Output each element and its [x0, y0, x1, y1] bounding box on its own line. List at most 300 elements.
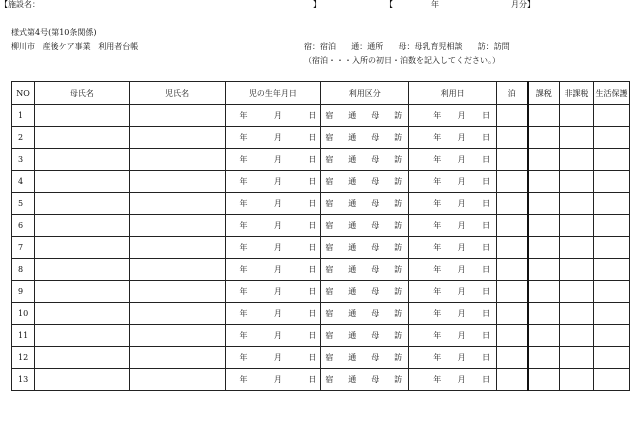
birthdate-unit-label: 日 [308, 133, 317, 142]
nights-cell[interactable] [497, 281, 528, 303]
child-birthdate-cell[interactable] [225, 259, 321, 281]
non-taxable-cell[interactable] [559, 325, 593, 347]
usage-date-unit-label: 日 [482, 221, 491, 230]
usage-category-cell[interactable] [321, 347, 409, 369]
table-row [12, 215, 630, 237]
birthdate-unit-label: 日 [308, 221, 317, 230]
birthdate-unit-label: 月 [273, 155, 282, 164]
category-option[interactable]: 宿 [325, 353, 334, 362]
nights-cell[interactable] [497, 369, 528, 391]
category-option[interactable]: 通 [348, 265, 357, 274]
usage-date-unit-label: 月 [457, 287, 466, 296]
category-option[interactable]: 母 [371, 375, 380, 384]
category-option[interactable]: 宿 [325, 265, 334, 274]
usage-date-cell[interactable] [409, 325, 497, 347]
usage-date-unit-label: 年 [433, 111, 442, 120]
non-taxable-cell[interactable] [559, 347, 593, 369]
usage-date-cell[interactable] [409, 193, 497, 215]
child-birthdate-cell[interactable] [225, 303, 321, 325]
nights-cell[interactable] [497, 237, 528, 259]
category-option[interactable]: 母 [371, 177, 380, 186]
birthdate-unit-label: 年 [239, 155, 248, 164]
taxable-cell[interactable] [528, 303, 560, 325]
period-month-label: 月分】 [511, 0, 535, 9]
col-nights: 泊 [497, 82, 528, 105]
category-option[interactable]: 宿 [325, 133, 334, 142]
child-name-cell[interactable] [129, 325, 225, 347]
mother-name-cell[interactable] [34, 105, 129, 127]
category-option[interactable]: 通 [348, 199, 357, 208]
col-child-name: 児氏名 [129, 82, 225, 105]
nights-cell[interactable] [497, 193, 528, 215]
usage-date-unit-label: 日 [482, 155, 491, 164]
usage-date-cell[interactable] [409, 259, 497, 281]
taxable-cell[interactable] [528, 237, 560, 259]
category-option[interactable]: 母 [371, 309, 380, 318]
category-option[interactable]: 宿 [325, 243, 334, 252]
child-birthdate-cell[interactable] [225, 171, 321, 193]
taxable-cell[interactable] [528, 281, 560, 303]
usage-date-unit-label: 日 [482, 265, 491, 274]
category-option[interactable]: 母 [371, 111, 380, 120]
usage-date-unit-label: 月 [457, 111, 466, 120]
child-name-cell[interactable] [129, 105, 225, 127]
birthdate-unit-label: 月 [273, 111, 282, 120]
table-row [12, 259, 630, 281]
category-option[interactable]: 訪 [394, 331, 403, 340]
category-option[interactable]: 訪 [394, 265, 403, 274]
birthdate-unit-label: 月 [273, 375, 282, 384]
category-option[interactable]: 宿 [325, 309, 334, 318]
category-option[interactable]: 宿 [325, 287, 334, 296]
usage-category-cell[interactable] [321, 303, 409, 325]
category-option[interactable]: 訪 [394, 133, 403, 142]
usage-date-unit-label: 日 [482, 375, 491, 384]
birthdate-unit-label: 月 [273, 133, 282, 142]
category-legend [304, 42, 510, 52]
child-birthdate-cell[interactable] [225, 193, 321, 215]
mother-name-cell[interactable] [34, 259, 129, 281]
mother-name-cell[interactable] [34, 237, 129, 259]
category-option[interactable]: 通 [348, 155, 357, 164]
child-birthdate-cell[interactable] [225, 215, 321, 237]
usage-date-cell[interactable] [409, 303, 497, 325]
usage-date-unit-label: 年 [433, 309, 442, 318]
row-number: 11 [12, 325, 35, 347]
non-taxable-cell[interactable] [559, 127, 593, 149]
welfare-cell[interactable] [593, 347, 629, 369]
usage-category-cell[interactable] [321, 237, 409, 259]
usage-date-unit-label: 月 [457, 177, 466, 186]
usage-date-unit-label: 年 [433, 133, 442, 142]
usage-category-cell[interactable] [321, 193, 409, 215]
usage-date-cell[interactable] [409, 171, 497, 193]
row-number: 12 [12, 347, 35, 369]
child-name-cell[interactable] [129, 347, 225, 369]
col-taxable: 課税 [528, 82, 560, 105]
category-option[interactable]: 母 [371, 331, 380, 340]
child-name-cell[interactable] [129, 127, 225, 149]
taxable-cell[interactable] [528, 215, 560, 237]
mother-name-cell[interactable] [34, 149, 129, 171]
taxable-cell[interactable] [528, 149, 560, 171]
col-non-taxable: 非課税 [559, 82, 593, 105]
birthdate-unit-label: 日 [308, 155, 317, 164]
birthdate-unit-label: 年 [239, 287, 248, 296]
child-birthdate-cell[interactable] [225, 237, 321, 259]
usage-date-unit-label: 日 [482, 199, 491, 208]
welfare-cell[interactable] [593, 259, 629, 281]
usage-date-cell[interactable] [409, 281, 497, 303]
birthdate-unit-label: 日 [308, 353, 317, 362]
usage-date-unit-label: 月 [457, 331, 466, 340]
table-row [12, 105, 630, 127]
non-taxable-cell[interactable] [559, 281, 593, 303]
taxable-cell[interactable] [528, 171, 560, 193]
usage-date-unit-label: 日 [482, 243, 491, 252]
welfare-cell[interactable] [593, 193, 629, 215]
usage-date-unit-label: 日 [482, 353, 491, 362]
table-row [12, 127, 630, 149]
child-birthdate-cell[interactable] [225, 105, 321, 127]
register-header [11, 42, 138, 52]
category-option[interactable]: 訪 [394, 155, 403, 164]
birthdate-unit-label: 日 [308, 331, 317, 340]
nights-cell[interactable] [497, 171, 528, 193]
non-taxable-cell[interactable] [559, 215, 593, 237]
category-option[interactable]: 母 [371, 133, 380, 142]
table-row [12, 347, 630, 369]
nights-cell[interactable] [497, 105, 528, 127]
category-option[interactable]: 訪 [394, 353, 403, 362]
col-welfare: 生活保護 [593, 82, 629, 105]
usage-date-unit-label: 月 [457, 375, 466, 384]
welfare-cell[interactable] [593, 281, 629, 303]
category-option[interactable]: 通 [348, 111, 357, 120]
mother-name-cell[interactable] [34, 193, 129, 215]
register-name: 利用者台帳 [98, 42, 139, 51]
usage-category-cell[interactable] [321, 369, 409, 391]
table-header-row [12, 82, 630, 105]
usage-date-unit-label: 日 [482, 287, 491, 296]
category-option[interactable]: 通 [348, 331, 357, 340]
usage-date-unit-label: 日 [482, 177, 491, 186]
row-number: 10 [12, 303, 35, 325]
mother-name-cell[interactable] [34, 369, 129, 391]
usage-date-unit-label: 年 [433, 221, 442, 230]
table-row [12, 237, 630, 259]
welfare-cell[interactable] [593, 149, 629, 171]
usage-date-cell[interactable] [409, 105, 497, 127]
legend-visit: 通：通所 [351, 42, 384, 51]
usage-date-unit-label: 年 [433, 353, 442, 362]
usage-date-unit-label: 月 [457, 243, 466, 252]
birthdate-unit-label: 日 [308, 111, 317, 120]
usage-date-cell[interactable] [409, 347, 497, 369]
non-taxable-cell[interactable] [559, 171, 593, 193]
category-option[interactable]: 宿 [325, 155, 334, 164]
category-option[interactable]: 宿 [325, 221, 334, 230]
taxable-cell[interactable] [528, 193, 560, 215]
category-option[interactable]: 訪 [394, 199, 403, 208]
birthdate-unit-label: 月 [273, 199, 282, 208]
welfare-cell[interactable] [593, 127, 629, 149]
usage-category-cell[interactable] [321, 215, 409, 237]
usage-category-cell[interactable] [321, 171, 409, 193]
row-number: 4 [12, 171, 35, 193]
category-option[interactable]: 母 [371, 353, 380, 362]
usage-date-unit-label: 年 [433, 375, 442, 384]
usage-date-unit-label: 日 [482, 309, 491, 318]
col-mother-name: 母氏名 [34, 82, 129, 105]
non-taxable-cell[interactable] [559, 303, 593, 325]
usage-category-cell[interactable] [321, 149, 409, 171]
birthdate-unit-label: 年 [239, 177, 248, 186]
birthdate-unit-label: 月 [273, 353, 282, 362]
legend-home-visit: 訪：訪問 [477, 42, 510, 51]
city-name: 柳川市 [11, 42, 35, 51]
welfare-cell[interactable] [593, 369, 629, 391]
nights-cell[interactable] [497, 127, 528, 149]
mother-name-cell[interactable] [34, 171, 129, 193]
child-birthdate-cell[interactable] [225, 369, 321, 391]
child-name-cell[interactable] [129, 149, 225, 171]
birthdate-unit-label: 日 [308, 375, 317, 384]
birthdate-unit-label: 年 [239, 353, 248, 362]
mother-name-cell[interactable] [34, 281, 129, 303]
category-option[interactable]: 母 [371, 243, 380, 252]
child-birthdate-cell[interactable] [225, 149, 321, 171]
col-usage-category: 利用区分 [321, 82, 409, 105]
usage-category-cell[interactable] [321, 281, 409, 303]
category-option[interactable]: 通 [348, 287, 357, 296]
non-taxable-cell[interactable] [559, 149, 593, 171]
welfare-cell[interactable] [593, 237, 629, 259]
mother-name-cell[interactable] [34, 215, 129, 237]
category-option[interactable]: 通 [348, 353, 357, 362]
nights-cell[interactable] [497, 325, 528, 347]
welfare-cell[interactable] [593, 303, 629, 325]
category-option[interactable]: 通 [348, 177, 357, 186]
usage-category-cell[interactable] [321, 325, 409, 347]
col-child-birthdate: 児の生年月日 [225, 82, 321, 105]
category-option[interactable]: 母 [371, 199, 380, 208]
child-birthdate-cell[interactable] [225, 325, 321, 347]
nights-cell[interactable] [497, 347, 528, 369]
category-option[interactable]: 宿 [325, 111, 334, 120]
row-number: 1 [12, 105, 35, 127]
row-number: 2 [12, 127, 35, 149]
birthdate-unit-label: 月 [273, 243, 282, 252]
welfare-cell[interactable] [593, 215, 629, 237]
category-option[interactable]: 訪 [394, 287, 403, 296]
birthdate-unit-label: 月 [273, 331, 282, 340]
legend-breastfeeding: 母：母乳育児相談 [398, 42, 463, 51]
birthdate-unit-label: 年 [239, 221, 248, 230]
usage-date-unit-label: 日 [482, 331, 491, 340]
birthdate-unit-label: 年 [239, 199, 248, 208]
usage-date-unit-label: 月 [457, 221, 466, 230]
birthdate-unit-label: 月 [273, 265, 282, 274]
row-number: 6 [12, 215, 35, 237]
birthdate-unit-label: 日 [308, 287, 317, 296]
usage-date-unit-label: 年 [433, 199, 442, 208]
usage-date-cell[interactable] [409, 237, 497, 259]
category-option[interactable]: 通 [348, 243, 357, 252]
birthdate-unit-label: 年 [239, 243, 248, 252]
table-row [12, 281, 630, 303]
period-year-label: 年 [431, 0, 439, 9]
usage-date-unit-label: 年 [433, 243, 442, 252]
welfare-cell[interactable] [593, 171, 629, 193]
birthdate-unit-label: 日 [308, 309, 317, 318]
nights-cell[interactable] [497, 259, 528, 281]
table-row [12, 171, 630, 193]
category-option[interactable]: 訪 [394, 177, 403, 186]
form-title: 様式第4号(第10条関係) [11, 28, 97, 37]
usage-date-cell[interactable] [409, 127, 497, 149]
mother-name-cell[interactable] [34, 347, 129, 369]
usage-date-unit-label: 日 [482, 111, 491, 120]
table-row [12, 149, 630, 171]
legend-stay: 宿：宿泊 [304, 42, 336, 51]
nights-cell[interactable] [497, 215, 528, 237]
usage-date-unit-label: 年 [433, 265, 442, 274]
birthdate-unit-label: 月 [273, 177, 282, 186]
child-name-cell[interactable] [129, 193, 225, 215]
user-register-table [11, 81, 630, 391]
category-option[interactable]: 通 [348, 133, 357, 142]
welfare-cell[interactable] [593, 325, 629, 347]
program-name: 産後ケア事業 [42, 42, 91, 51]
non-taxable-cell[interactable] [559, 259, 593, 281]
category-option[interactable]: 訪 [394, 111, 403, 120]
non-taxable-cell[interactable] [559, 237, 593, 259]
nights-cell[interactable] [497, 149, 528, 171]
usage-date-unit-label: 月 [457, 199, 466, 208]
child-name-cell[interactable] [129, 215, 225, 237]
non-taxable-cell[interactable] [559, 369, 593, 391]
facility-label: 【施設名： [0, 0, 40, 9]
usage-date-unit-label: 月 [457, 133, 466, 142]
col-no: NO [12, 82, 35, 105]
taxable-cell[interactable] [528, 105, 560, 127]
taxable-cell[interactable] [528, 325, 560, 347]
usage-date-cell[interactable] [409, 149, 497, 171]
category-option[interactable]: 母 [371, 287, 380, 296]
birthdate-unit-label: 年 [239, 309, 248, 318]
category-option[interactable]: 母 [371, 221, 380, 230]
category-option[interactable]: 訪 [394, 221, 403, 230]
birthdate-unit-label: 日 [308, 177, 317, 186]
usage-date-unit-label: 年 [433, 331, 442, 340]
birthdate-unit-label: 月 [273, 221, 282, 230]
birthdate-unit-label: 年 [239, 331, 248, 340]
welfare-cell[interactable] [593, 105, 629, 127]
birthdate-unit-label: 年 [239, 265, 248, 274]
child-birthdate-cell[interactable] [225, 281, 321, 303]
usage-date-unit-label: 日 [482, 133, 491, 142]
usage-date-unit-label: 月 [457, 265, 466, 274]
non-taxable-cell[interactable] [559, 105, 593, 127]
table-row [12, 193, 630, 215]
birthdate-unit-label: 日 [308, 265, 317, 274]
birthdate-unit-label: 年 [239, 375, 248, 384]
row-number: 9 [12, 281, 35, 303]
category-option[interactable]: 宿 [325, 177, 334, 186]
category-option[interactable]: 母 [371, 265, 380, 274]
birthdate-unit-label: 月 [273, 309, 282, 318]
stay-note: （宿泊・・・入所の初日・泊数を記入してください。） [304, 56, 500, 65]
usage-date-unit-label: 月 [457, 353, 466, 362]
mother-name-cell[interactable] [34, 303, 129, 325]
child-name-cell[interactable] [129, 171, 225, 193]
birthdate-unit-label: 日 [308, 199, 317, 208]
usage-date-unit-label: 年 [433, 155, 442, 164]
category-option[interactable]: 訪 [394, 309, 403, 318]
category-option[interactable]: 宿 [325, 199, 334, 208]
child-name-cell[interactable] [129, 259, 225, 281]
usage-date-cell[interactable] [409, 369, 497, 391]
taxable-cell[interactable] [528, 127, 560, 149]
nights-cell[interactable] [497, 303, 528, 325]
usage-date-unit-label: 月 [457, 309, 466, 318]
child-name-cell[interactable] [129, 237, 225, 259]
mother-name-cell[interactable] [34, 325, 129, 347]
birthdate-unit-label: 年 [239, 111, 248, 120]
child-name-cell[interactable] [129, 369, 225, 391]
birthdate-unit-label: 月 [273, 287, 282, 296]
mother-name-cell[interactable] [34, 127, 129, 149]
taxable-cell[interactable] [528, 369, 560, 391]
facility-line [0, 0, 535, 10]
child-birthdate-cell[interactable] [225, 347, 321, 369]
child-name-cell[interactable] [129, 303, 225, 325]
category-option[interactable]: 通 [348, 309, 357, 318]
category-option[interactable]: 母 [371, 155, 380, 164]
category-option[interactable]: 訪 [394, 375, 403, 384]
table-row [12, 303, 630, 325]
facility-close-bracket: 】 [313, 0, 321, 9]
usage-date-unit-label: 年 [433, 177, 442, 186]
child-birthdate-cell[interactable] [225, 127, 321, 149]
category-option[interactable]: 訪 [394, 243, 403, 252]
usage-category-cell[interactable] [321, 259, 409, 281]
category-option[interactable]: 宿 [325, 375, 334, 384]
usage-category-cell[interactable] [321, 127, 409, 149]
row-number: 5 [12, 193, 35, 215]
category-option[interactable]: 通 [348, 375, 357, 384]
taxable-cell[interactable] [528, 347, 560, 369]
non-taxable-cell[interactable] [559, 193, 593, 215]
period-open-bracket: 【 [385, 0, 393, 9]
category-option[interactable]: 宿 [325, 331, 334, 340]
table-row [12, 369, 630, 391]
usage-category-cell[interactable] [321, 105, 409, 127]
row-number: 7 [12, 237, 35, 259]
col-usage-date: 利用日 [409, 82, 497, 105]
usage-date-cell[interactable] [409, 215, 497, 237]
usage-date-unit-label: 年 [433, 287, 442, 296]
row-number: 13 [12, 369, 35, 391]
birthdate-unit-label: 日 [308, 243, 317, 252]
taxable-cell[interactable] [528, 259, 560, 281]
birthdate-unit-label: 年 [239, 133, 248, 142]
table-row [12, 325, 630, 347]
category-option[interactable]: 通 [348, 221, 357, 230]
row-number: 8 [12, 259, 35, 281]
child-name-cell[interactable] [129, 281, 225, 303]
